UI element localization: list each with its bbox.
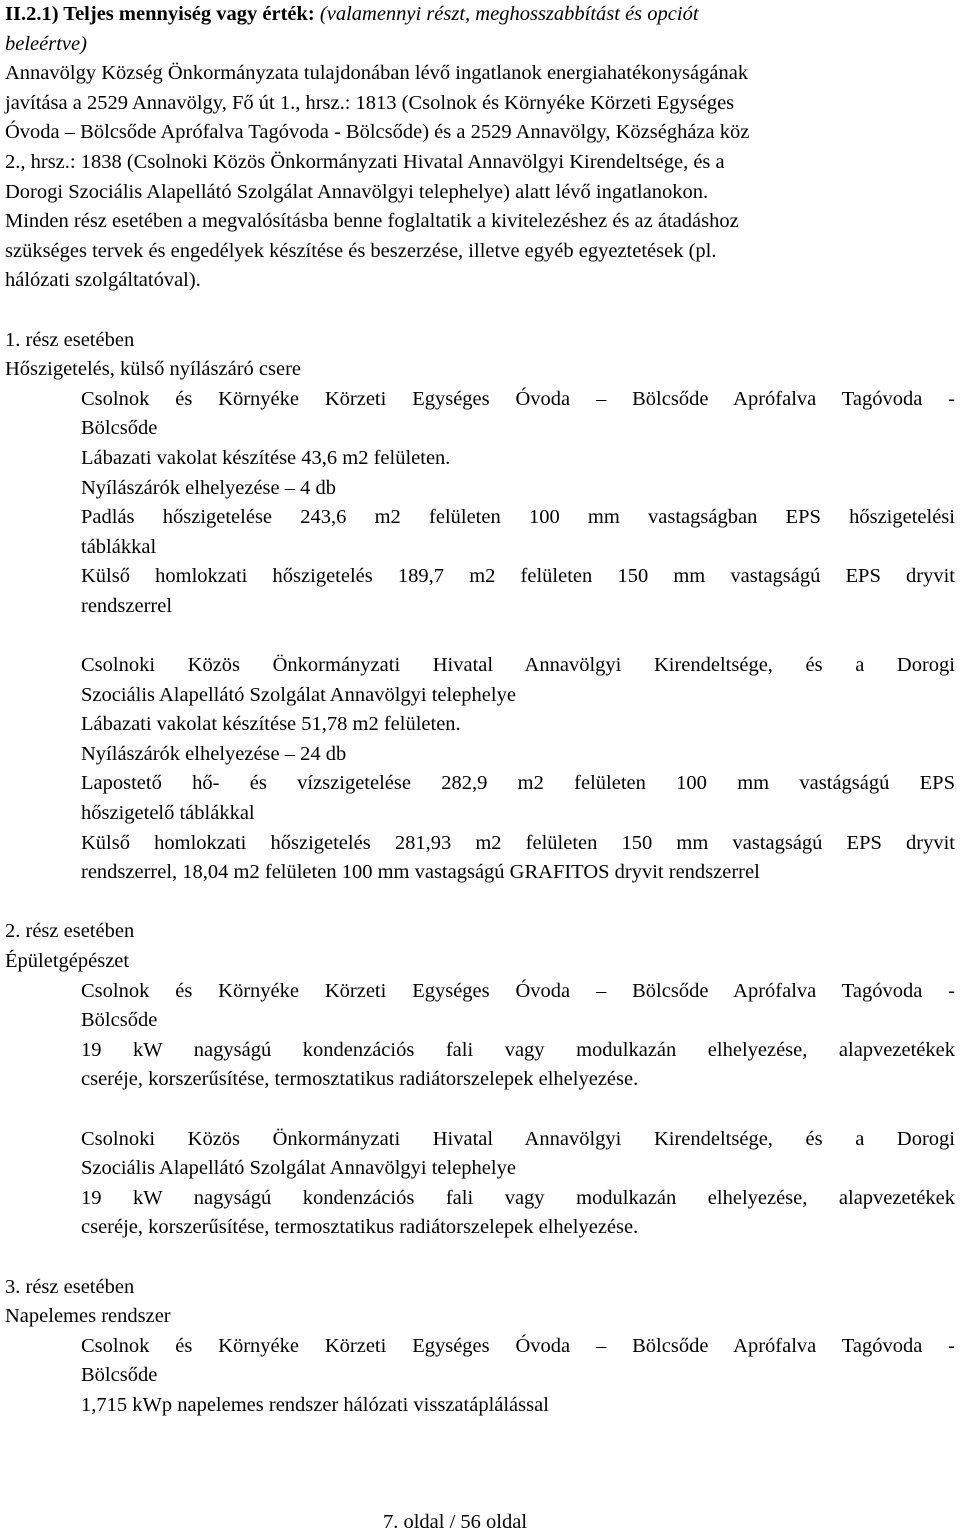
part-1 — [5, 326, 955, 888]
work-item: cseréje, korszerűsítése, termosztatikus radiátorszelepek elhelyezése. — [81, 1216, 639, 1239]
site-block — [81, 385, 955, 622]
work-item: Külső homlokzati hőszigetelés 189,7 m2 felületen 150 mm vastagságú EPS dryvit — [81, 565, 955, 588]
part-2 — [5, 917, 955, 1243]
text-line: Dorogi Szociális Alapellátó Szolgálat Annavölgyi telephelye) alatt lévő ingatlanokon. — [5, 180, 709, 203]
section-note: (valamennyi részt, meghosszabbítást és opciót — [319, 3, 699, 25]
text-line: Minden rész esetében a megvalósításba benne foglaltatik a kivitelezéshez és az átadáshoz — [5, 210, 739, 233]
part-subject: Napelemes rendszer — [5, 1305, 171, 1328]
work-item: 19 kW nagyságú kondenzációs fali vagy modulkazán elhelyezése, alapvezetékek — [81, 1038, 955, 1061]
work-item: rendszerrel, 18,04 m2 felületen 100 mm vastagságú GRAFITOS dryvit rendszerrel — [81, 861, 760, 884]
part-title: 3. rész esetében — [5, 1275, 135, 1298]
document-page — [5, 0, 955, 1421]
site-block — [81, 1332, 955, 1421]
site-name: Csolnok és Környéke Körzeti Egységes Óvoda – Bölcsőde Aprófalva Tagóvoda - — [81, 979, 955, 1002]
text-line: Annavölgy Község Önkormányzata tulajdonában lévő ingatlanok energiahatékonyságának — [5, 62, 749, 85]
site-name-continued: Bölcsőde — [81, 1009, 158, 1032]
site-block — [81, 651, 955, 888]
site-name: Csolnoki Közös Önkormányzati Hivatal Annavölgyi Kirendeltsége, és a Dorogi — [81, 1127, 955, 1150]
text-line: Óvoda – Bölcsőde Aprófalva Tagóvoda - Bölcsőde) és a 2529 Annavölgy, Községháza köz — [5, 121, 750, 144]
site-name-continued: Bölcsőde — [81, 417, 158, 440]
section-heading — [5, 0, 955, 30]
work-item: 1,715 kWp napelemes rendszer hálózati visszatáplálással — [81, 1393, 549, 1416]
intro-paragraph — [5, 59, 955, 296]
site-name: Csolnok és Környéke Körzeti Egységes Óvoda – Bölcsőde Aprófalva Tagóvoda - — [81, 1334, 955, 1357]
work-item: Lábazati vakolat készítése 43,6 m2 felületen. — [81, 446, 451, 469]
site-name-continued: Bölcsőde — [81, 1364, 158, 1387]
work-item: Nyílászárók elhelyezése – 4 db — [81, 476, 337, 499]
part-subject: Épületgépészet — [5, 950, 130, 972]
work-item: cseréje, korszerűsítése, termosztatikus radiátorszelepek elhelyezése. — [81, 1068, 639, 1091]
part-subject: Hőszigetelés, külső nyílászáró csere — [5, 358, 302, 381]
text-line: hálózati szolgáltatóval). — [5, 269, 201, 292]
site-name-continued: Szociális Alapellátó Szolgálat Annavölgyi telephelye — [81, 1157, 516, 1180]
site-block — [81, 1125, 955, 1243]
section-number: II.2.1) Teljes mennyiség vagy érték: — [5, 3, 315, 25]
section-note-continued: beleértve) — [5, 32, 87, 55]
site-name: Csolnok és Környéke Körzeti Egységes Óvoda – Bölcsőde Aprófalva Tagóvoda - — [81, 387, 955, 410]
site-name: Csolnoki Közös Önkormányzati Hivatal Annavölgyi Kirendeltsége, és a Dorogi — [81, 654, 955, 677]
work-item: rendszerrel — [81, 594, 173, 617]
page-number-footer: 7. oldal / 56 oldal — [382, 1511, 528, 1533]
part-title: 2. rész esetében — [5, 920, 135, 943]
text-line: szükséges tervek és engedélyek készítése és beszerzése, illetve egyéb egyeztetések (pl. — [5, 239, 717, 262]
site-block — [81, 977, 955, 1095]
text-line: 2., hrsz.: 1838 (Csolnoki Közös Önkormányzati Hivatal Annavölgyi Kirendeltsége, és a — [5, 150, 725, 173]
site-name-continued: Szociális Alapellátó Szolgálat Annavölgyi telephelye — [81, 683, 516, 706]
work-item: Külső homlokzati hőszigetelés 281,93 m2 felületen 150 mm vastagságú EPS dryvit — [81, 831, 955, 854]
work-item: 19 kW nagyságú kondenzációs fali vagy modulkazán elhelyezése, alapvezetékek — [81, 1186, 955, 1209]
work-item: hőszigetelő táblákkal — [81, 802, 255, 825]
work-item: Nyílászárók elhelyezése – 24 db — [81, 742, 347, 765]
work-item: Lapostető hő- és vízszigetelése 282,9 m2 felületen 100 mm vastágságú EPS — [81, 772, 955, 795]
work-item: Padlás hőszigetelése 243,6 m2 felületen 100 mm vastagságban EPS hőszigetelési — [81, 506, 955, 529]
text-line: javítása a 2529 Annavölgy, Fő út 1., hrsz.: 1813 (Csolnok és Környéke Körzeti Egységes — [5, 91, 735, 114]
part-title: 1. rész esetében — [5, 328, 135, 351]
work-item: táblákkal — [81, 535, 157, 558]
part-3 — [5, 1273, 955, 1421]
work-item: Lábazati vakolat készítése 51,78 m2 felületen. — [81, 713, 461, 736]
